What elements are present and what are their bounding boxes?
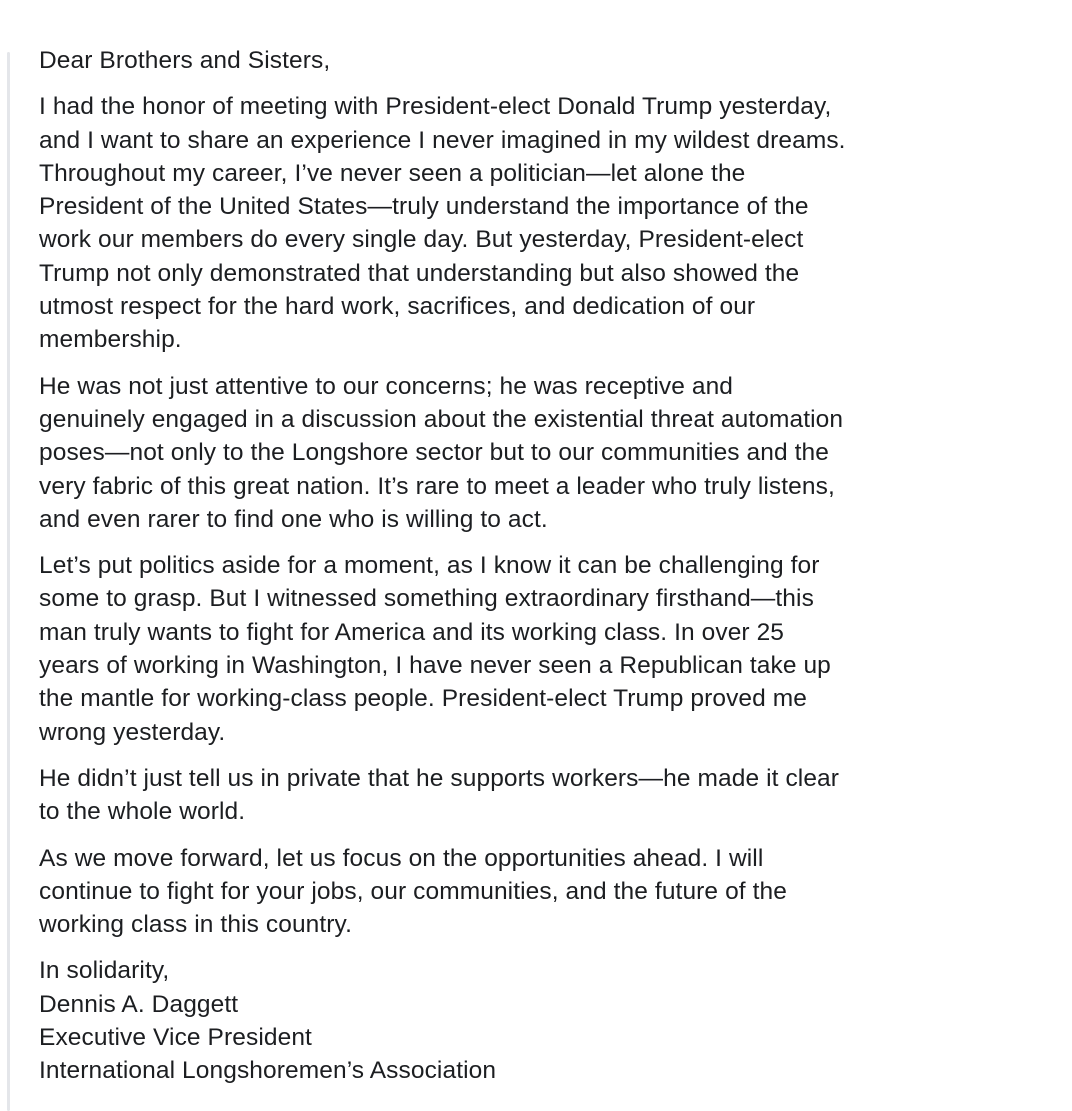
closing-line: In solidarity,: [39, 957, 170, 985]
letter-greeting: Dear Brothers and Sisters,: [39, 47, 331, 74]
signer-name: Dennis A. Daggett: [39, 990, 239, 1018]
signature-block: [39, 954, 1049, 1087]
signer-organization: International Longshoremen’s Association: [39, 1057, 497, 1085]
letter-body: [39, 44, 1049, 1088]
letter-paragraph-1: I had the honor of meeting with President-elect Donald Trump yesterday, and I want to share an experience I never imagined in my wildest dreams. Throughout my career, I’ve never seen a politician—let alone the President of the United States—truly understand the importance of the work our members do every single day. But yesterday, President-elect Trump not only demonstrated that understanding but also showed the utmost respect for the hard work, sacrifices, and dedication of our membership.: [39, 93, 846, 354]
letter-paragraph-4: He didn’t just tell us in private that he supports workers—he made it clear to the whole world.: [39, 764, 840, 826]
letter-paragraph-3: Let’s put politics aside for a moment, as I know it can be challenging for some to grasp. But I witnessed something extraordinary firsthand—this man truly wants to fight for America and its working class. In over 25 years of working in Washington, I have never seen a Republican take up the mantle for working-class people. President-elect Trump proved me wrong yesterday.: [39, 552, 831, 746]
left-border-rule: [7, 52, 10, 1111]
letter-paragraph-5: As we move forward, let us focus on the opportunities ahead. I will continue to fight for your jobs, our communities, and the future of the working class in this country.: [39, 844, 787, 939]
letter-paragraph-2: He was not just attentive to our concerns; he was receptive and genuinely engaged in a discussion about the existential threat automation poses—not only to the Longshore sector but to our communities and the very fabric of this great nation. It’s rare to meet a leader who truly listens, and even rarer to find one who is willing to act.: [39, 372, 844, 533]
signer-title: Executive Vice President: [39, 1024, 312, 1052]
